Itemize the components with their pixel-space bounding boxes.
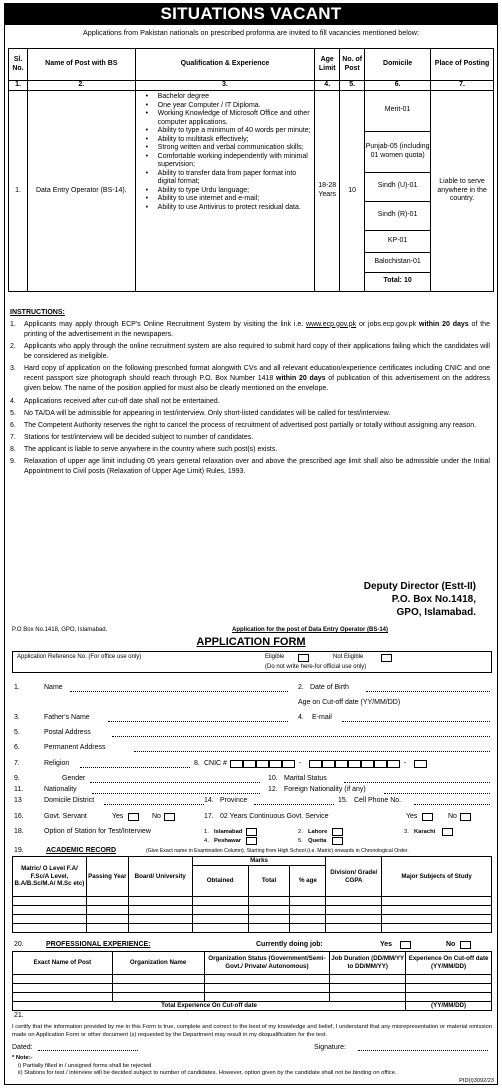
service-no-checkbox[interactable]	[460, 813, 471, 821]
field-number: 20.	[14, 941, 24, 948]
service-yes-checkbox[interactable]	[422, 813, 433, 821]
row-sl: 1.	[9, 91, 28, 292]
field-number: 7.	[14, 760, 20, 767]
dob-label: Date of Birth	[310, 684, 349, 691]
table-cell[interactable]	[330, 984, 406, 993]
table-cell[interactable]	[248, 915, 290, 924]
cnic-digit-box[interactable]	[387, 760, 400, 768]
instruction-text: Applications received after cut-off date shall not be entertained.	[24, 397, 220, 405]
table-cell[interactable]	[326, 924, 382, 933]
station-karachi: Karachi	[414, 829, 436, 835]
cnic-digit-box[interactable]	[361, 760, 374, 768]
col-number: 6.	[365, 81, 431, 91]
name-label: Name	[44, 684, 63, 691]
table-cell[interactable]	[330, 975, 406, 984]
professional-experience-title: PROFESSIONAL EXPERIENCE:	[46, 941, 151, 948]
cnic-separator: -	[299, 760, 302, 767]
cnic-digit-box[interactable]	[374, 760, 387, 768]
cell-phone-field[interactable]	[414, 797, 490, 805]
signatory-city: GPO, Islamabad.	[396, 607, 476, 619]
col-experience: Experience On Cut-off date (YY/MM/DD)	[406, 952, 492, 975]
field-number: 4.	[298, 714, 304, 721]
instruction-text: Relaxation of upper age limit including 05 years general relaxation over and above the prescribed age limit shall also be admissible under the Initial Appointment to Civil posts (Relaxation of Upper Age Limit) Rules, 1993.	[24, 458, 490, 476]
ecp-link[interactable]: www.ecp.gov.pk	[306, 320, 357, 328]
form-row-name	[8, 684, 496, 694]
gender-field[interactable]	[90, 775, 260, 783]
field-number: 1.	[14, 684, 20, 691]
dob-field[interactable]	[366, 684, 490, 692]
field-number: 6.	[14, 744, 20, 751]
field-number: 2.	[298, 684, 304, 691]
field-number: 9.	[14, 775, 20, 782]
table-row	[13, 984, 492, 993]
table-cell[interactable]	[128, 906, 192, 915]
row-posts: 10	[340, 91, 365, 292]
cnic-digit-box[interactable]	[282, 760, 295, 768]
page-title: SITUATIONS VACANT	[4, 3, 498, 25]
form-row-father	[8, 714, 496, 724]
table-cell[interactable]	[382, 915, 492, 924]
dated-field[interactable]	[38, 1043, 138, 1051]
form-row-gender	[8, 775, 496, 785]
station-number: 5.	[298, 838, 303, 844]
header-domicile: Domicile	[365, 49, 431, 81]
postal-address-label: Postal Address	[44, 729, 91, 736]
domicile-item: KP-01	[365, 230, 430, 252]
header-no-of-post: No. of Post	[340, 49, 365, 81]
application-for: Application for the post of Data Entry Operator (BS-14)	[232, 627, 389, 633]
col-number: 5.	[340, 81, 365, 91]
col-exam: Matric/ O Level F.A/ F.Sc/A Level, B.A/B.Sc/M.A/ M.Sc etc)	[13, 857, 87, 897]
qualification-list	[146, 93, 312, 212]
table-cell[interactable]	[86, 906, 128, 915]
station-karachi-checkbox[interactable]	[442, 828, 453, 836]
field-number: 3.	[14, 714, 20, 721]
qualification-item: • One year Computer / IT Diploma.	[146, 102, 312, 111]
not-eligible-label: Not Eligible	[333, 654, 364, 660]
cnic-boxes[interactable]	[230, 760, 488, 769]
field-number: 11.	[14, 786, 24, 793]
header-place: Place of Posting	[431, 49, 494, 81]
form-row-govt	[8, 813, 496, 823]
signatory-title: Deputy Director (Estt-II)	[363, 581, 476, 592]
instruction-item	[10, 397, 490, 407]
qualification-item: • Comfortable working independently with minimal supervision;	[146, 153, 312, 170]
not-eligible-checkbox[interactable]	[381, 654, 392, 662]
station-islamabad-checkbox[interactable]	[246, 828, 257, 836]
qualification-item: • Bachelor degree	[146, 93, 312, 102]
instruction-item	[10, 433, 490, 443]
station-number: 3.	[404, 829, 409, 835]
row-post: Data Entry Operator (BS-14).	[27, 91, 135, 292]
declaration-number-row	[8, 1012, 496, 1022]
table-row	[13, 906, 492, 915]
instruction-bold: within 20 days	[419, 320, 469, 328]
col-total: Total	[248, 866, 290, 897]
table-cell[interactable]	[406, 975, 492, 984]
instruction-item	[10, 409, 490, 419]
domicile-cell	[365, 91, 431, 292]
table-cell[interactable]	[13, 906, 87, 915]
instruction-text: The applicant is liable to serve anywhere in the country where such post(s) exists.	[24, 446, 278, 454]
domicile-item: Sindh (U)-01	[365, 172, 430, 201]
instruction-text: Stations for test/interview will be decided subject to number of candidates.	[24, 433, 254, 441]
col-number: 1.	[9, 81, 28, 91]
field-number: 5.	[14, 729, 20, 736]
religion-label: Religion	[44, 760, 70, 767]
professional-experience-table	[12, 951, 492, 1011]
instruction-item	[10, 445, 490, 455]
instructions	[10, 309, 490, 480]
table-cell[interactable]	[13, 984, 113, 993]
form-title: APPLICATION FORM	[196, 636, 306, 648]
instruction-text: Applicants who apply through the online recruitment system are also required to submit hard copy of their applications failing which the candidates will be considered as ineligible.	[24, 342, 490, 360]
form-row-postal	[8, 729, 496, 739]
col-marks: Marks	[192, 857, 326, 866]
table-row	[13, 993, 492, 1002]
instructions-heading: INSTRUCTIONS:	[10, 309, 65, 316]
instruction-item	[10, 421, 490, 431]
signatory-pobox: P.O. Box No.1418,	[391, 594, 476, 606]
govt-servant-label: Govt. Servant	[44, 813, 87, 820]
instruction-number: 5.	[10, 409, 16, 417]
instruction-item	[10, 320, 490, 340]
academic-record-table	[12, 856, 492, 933]
instruction-bold: within 20 days	[276, 375, 326, 383]
province-field[interactable]	[254, 797, 334, 805]
table-cell[interactable]	[192, 924, 248, 933]
age-cutoff-label: Age on Cut-off date (YY/MM/DD)	[298, 699, 401, 706]
table-cell[interactable]	[86, 924, 128, 933]
table-cell[interactable]	[128, 915, 192, 924]
table-cell[interactable]	[290, 924, 326, 933]
office-use-box	[12, 651, 492, 673]
table-cell[interactable]	[13, 993, 113, 1002]
domicile-list	[365, 91, 430, 291]
father-name-label: Father's Name	[44, 714, 90, 721]
station-quetta: Quetta	[308, 838, 327, 844]
table-cell[interactable]	[326, 915, 382, 924]
table-cell[interactable]	[248, 906, 290, 915]
academic-record-note: (Give Exact name in Examination Column). Starting from High School (i.e. Matric) onwards in Chronological Order.	[146, 848, 409, 854]
qualification-item: • Ability to use Antivirus to protect residual data.	[146, 204, 312, 213]
domicile-item: Merit-01	[365, 91, 430, 131]
note-item: i) Partially filled in / unsigned forms shall be rejected	[18, 1062, 152, 1069]
instruction-text: Applicants may apply through ECP's Online Recruitment System by visiting the link i.e.	[24, 320, 307, 328]
qualification-item: • Working Knowledge of Microsoft Office and other computer applications.	[146, 110, 312, 127]
service-yes-label: Yes	[406, 813, 418, 820]
table-cell[interactable]	[112, 975, 204, 984]
qualification-item: • Ability to type Urdu language;	[146, 187, 312, 196]
col-post-name: Exact Name of Post	[13, 952, 113, 975]
col-number: 3.	[135, 81, 315, 91]
table-cell[interactable]	[406, 984, 492, 993]
qualification-item: • Ability to type a minimum of 40 words per minute;	[146, 127, 312, 136]
form-row-nationality	[8, 786, 496, 796]
col-percentage: % age	[290, 866, 326, 897]
domicile-district-field[interactable]	[104, 797, 204, 805]
table-cell[interactable]	[192, 915, 248, 924]
domicile-item: Sindh (R)-01	[365, 201, 430, 230]
table-cell[interactable]	[406, 993, 492, 1002]
total-experience-label: Total Experience On Cut-off date	[13, 1002, 406, 1011]
row-place: Liable to serve anywhere in the country.	[431, 91, 494, 292]
row-age: 18-28 Years	[315, 91, 340, 292]
table-cell[interactable]	[128, 924, 192, 933]
field-number: 21.	[14, 1012, 24, 1019]
table-cell[interactable]	[248, 897, 290, 906]
cnic-digit-box[interactable]	[309, 760, 322, 768]
field-number: 12.	[268, 786, 278, 793]
station-option-label: Option of Station for Test/Interview	[44, 828, 151, 835]
table-cell[interactable]	[326, 897, 382, 906]
cnic-digit-box[interactable]	[269, 760, 282, 768]
header-sl: Sl. No.	[9, 49, 28, 81]
field-number: 8.	[194, 760, 200, 767]
table-cell[interactable]	[248, 924, 290, 933]
header-age: Age Limit	[315, 49, 340, 81]
email-label: E-mail	[312, 714, 332, 721]
instruction-text: Hard copy of application on the following prescribed format alongwith CVs and all relevant education/experience certificates including CNIC and one recent passport size photograph should reach through P.O. Box Number 1418	[24, 365, 490, 383]
table-row	[13, 897, 492, 906]
station-islamabad: Islamabad	[214, 829, 243, 835]
marital-status-label: Marital Status	[284, 775, 327, 782]
field-number: 17.	[204, 813, 214, 820]
station-lahore-checkbox[interactable]	[332, 828, 343, 836]
instruction-text: No TA/DA will be admissible for appearing in test/interview. Only short-listed candidates will be called for test/interview.	[24, 409, 391, 417]
table-cell[interactable]	[192, 897, 248, 906]
job-yes-label: Yes	[380, 941, 393, 948]
col-major-subjects: Major Subjects of Study	[382, 857, 492, 897]
permanent-address-field[interactable]	[134, 744, 490, 752]
form-po-box: P.O Box No.1418, GPO, Islamabad.	[12, 627, 108, 633]
instruction-text: of publication of this advertisement on the address given below. The name of the position applied for must also be clearly mentioned on the envelope.	[24, 375, 491, 393]
date-signature-row	[12, 1043, 492, 1055]
header-post: Name of Post with BS	[27, 49, 135, 81]
academic-rows	[13, 897, 492, 933]
col-division: Division/ Grade/ CGPA	[326, 857, 382, 897]
postal-address-field[interactable]	[112, 729, 490, 737]
col-number: 4.	[315, 81, 340, 91]
cnic-label: CNIC #	[204, 760, 227, 767]
table-cell[interactable]	[86, 915, 128, 924]
eligible-label: Eligible	[265, 654, 285, 660]
col-organization: Organization Name	[112, 952, 204, 975]
table-cell[interactable]	[204, 984, 330, 993]
field-number: 15.	[338, 797, 348, 804]
cnic-digit-box[interactable]	[230, 760, 243, 768]
signature-field[interactable]	[358, 1043, 488, 1051]
table-cell[interactable]	[86, 897, 128, 906]
cell-phone-label: Cell Phone No.	[354, 797, 402, 804]
station-number: 1.	[204, 829, 209, 835]
nationality-label: Nationality	[44, 786, 77, 793]
declaration-block	[12, 1024, 492, 1078]
academic-record-title: ACADEMIC RECORD	[46, 847, 116, 854]
field-number: 14.	[204, 797, 214, 804]
total-experience-format: (YY/MM/DD)	[406, 1002, 492, 1011]
instruction-number: 9.	[10, 458, 16, 466]
signature-block	[364, 580, 476, 620]
domicile-item: Punjab-05 (including 01 women quota)	[365, 131, 430, 172]
cnic-digit-box[interactable]	[243, 760, 256, 768]
foreign-nationality-field[interactable]	[384, 786, 490, 794]
cnic-digit-box[interactable]	[414, 760, 427, 768]
form-row-domicile	[8, 797, 496, 807]
job-no-label: No	[446, 941, 456, 948]
col-board: Board/ University	[128, 857, 192, 897]
instruction-text: of the printing of the advertisement in the newspapers.	[24, 320, 490, 338]
table-cell[interactable]	[13, 975, 113, 984]
form-row-station	[8, 828, 496, 848]
qualification-item: • Ability to use internet and e-mail;	[146, 195, 312, 204]
permanent-address-label: Permanent Address	[44, 744, 106, 751]
col-job-duration: Job Duration (DD/MM/YY to DD/MM/YY)	[330, 952, 406, 975]
instruction-text: The Competent Authority reserves the right to cancel the process of recruitment of advertised post partially or totally without assigning any reason.	[24, 421, 477, 429]
pid-number: PID(I)3092/23	[459, 1078, 494, 1084]
father-name-field[interactable]	[108, 714, 288, 722]
cnic-digit-box[interactable]	[322, 760, 335, 768]
vacancy-table	[8, 48, 494, 292]
form-row-age	[8, 699, 496, 709]
instruction-number: 4.	[10, 397, 16, 405]
declaration-text: I certify that the information provided by me in this Form is true, complete and correct to the best of my knowledge and belief, I understand that any misrepresentation or material omission made on Application Form or other document (s) requested by the Department may result in my disqualification for the test.	[12, 1024, 492, 1038]
field-number: 10.	[268, 775, 278, 782]
table-cell[interactable]	[13, 915, 87, 924]
form-row-religion	[8, 760, 496, 770]
table-cell[interactable]	[128, 897, 192, 906]
govt-no-checkbox[interactable]	[164, 813, 175, 821]
foreign-nationality-label: Foreign Nationality (if any)	[284, 786, 366, 793]
cnic-digit-box[interactable]	[335, 760, 348, 768]
instruction-number: 3.	[10, 365, 16, 373]
service-no-label: No	[448, 813, 457, 820]
table-cell[interactable]	[382, 924, 492, 933]
professional-experience-heading	[8, 941, 496, 951]
office-use-note: (Do not write here-for official use only)	[265, 664, 367, 670]
note-item: ii) Stations for test / interview will be decided subject to number of candidates. However, option given by the candidate shall not be binding on office.	[18, 1070, 397, 1077]
station-number: 4.	[204, 838, 209, 844]
qualification-cell	[135, 91, 315, 292]
station-quetta-checkbox[interactable]	[332, 837, 343, 845]
experience-rows	[13, 975, 492, 1002]
col-number: 2.	[27, 81, 135, 91]
govt-yes-checkbox[interactable]	[128, 813, 139, 821]
gender-label: Gender	[62, 775, 86, 782]
table-row	[13, 924, 492, 933]
name-field[interactable]	[70, 684, 288, 692]
qualification-item: • Ability to transfer data from paper format into digital format;	[146, 170, 312, 187]
email-field[interactable]	[342, 714, 490, 722]
table-row	[13, 975, 492, 984]
field-number: 18.	[14, 828, 24, 835]
cnic-digit-box[interactable]	[256, 760, 269, 768]
domicile-total: Total: 10	[383, 277, 412, 285]
reference-label: Application Reference No. (For office use only)	[17, 654, 142, 660]
cnic-digit-box[interactable]	[348, 760, 361, 768]
station-peshawar: Peshawar	[214, 838, 242, 844]
intro-text: Applications from Pakistan nationals on prescribed proforma are invited to fill vacancies mentioned below:	[83, 28, 419, 37]
domicile-item: Balochistan-01	[365, 252, 430, 272]
qualification-item: • Ability to multitask effectively;	[146, 136, 312, 145]
table-row	[13, 915, 492, 924]
eligible-checkbox[interactable]	[298, 654, 309, 662]
field-number: 13	[14, 797, 22, 804]
table-cell[interactable]	[204, 975, 330, 984]
domicile-district-label: Domicile District	[44, 797, 95, 804]
col-passing-year: Passing Year	[86, 857, 128, 897]
signature-label: Signature:	[314, 1044, 346, 1052]
instruction-number: 7.	[10, 433, 16, 441]
job-no-checkbox[interactable]	[460, 941, 471, 949]
instruction-item	[10, 457, 490, 477]
table-cell[interactable]	[112, 993, 204, 1002]
station-number: 2.	[298, 829, 303, 835]
instruction-item	[10, 364, 490, 394]
instruction-number: 8.	[10, 446, 16, 454]
continuous-service-label: 02 Years Continuous Govt. Service	[220, 813, 329, 820]
marital-status-field[interactable]	[344, 775, 490, 783]
nationality-field[interactable]	[92, 786, 260, 794]
note-heading: * Note:-	[12, 1055, 33, 1062]
station-lahore: Lahore	[308, 829, 328, 835]
header-qualification: Qualification & Experience	[135, 49, 315, 81]
dated-label: Dated:	[12, 1044, 33, 1052]
currently-doing-job-label: Currently doing job:	[256, 941, 323, 948]
field-number: 19.	[14, 847, 24, 854]
table-cell[interactable]	[382, 906, 492, 915]
govt-no-label: No	[152, 813, 161, 820]
col-number: 7.	[431, 81, 494, 91]
cnic-separator: -	[404, 760, 407, 767]
instruction-number: 1.	[10, 320, 16, 328]
instruction-item	[10, 342, 490, 362]
table-cell[interactable]	[326, 906, 382, 915]
religion-field[interactable]	[80, 760, 190, 768]
province-label: Province	[220, 797, 248, 804]
table-cell[interactable]	[112, 984, 204, 993]
qualification-item: • Strong written and verbal communication skills;	[146, 144, 312, 153]
table-cell[interactable]	[290, 897, 326, 906]
table-cell[interactable]	[330, 993, 406, 1002]
col-obtained: Obtained	[192, 866, 248, 897]
table-cell[interactable]	[192, 906, 248, 915]
table-cell[interactable]	[13, 897, 87, 906]
table-cell[interactable]	[290, 906, 326, 915]
col-org-status: Organization Status (Government/Semi-Govt./ Private/ Autonomous)	[204, 952, 330, 975]
govt-yes-label: Yes	[112, 813, 124, 820]
table-cell[interactable]	[13, 924, 87, 933]
field-number: 16.	[14, 813, 24, 820]
form-row-permanent	[8, 744, 496, 754]
instruction-number: 2.	[10, 342, 16, 350]
station-peshawar-checkbox[interactable]	[246, 837, 257, 845]
table-cell[interactable]	[204, 993, 330, 1002]
job-yes-checkbox[interactable]	[400, 941, 411, 949]
table-cell[interactable]	[290, 915, 326, 924]
table-cell[interactable]	[382, 897, 492, 906]
instruction-text: or jobs.ecp.gov.pk	[356, 320, 420, 328]
instruction-number: 6.	[10, 421, 16, 429]
